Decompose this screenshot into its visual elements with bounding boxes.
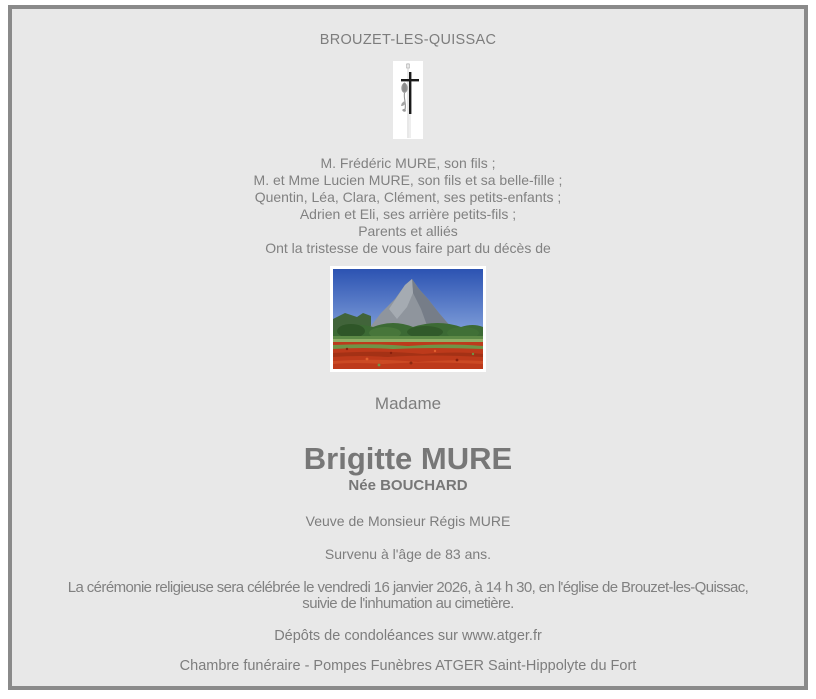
- family-announcement: [12, 155, 804, 257]
- family-line: Ont la tristesse de vous faire part du décès de: [265, 240, 551, 256]
- funeral-home-line: Chambre funéraire - Pompes Funèbres ATGER Saint-Hippolyte du Fort: [179, 658, 637, 674]
- family-line: Parents et alliés: [358, 223, 458, 239]
- ceremony-line: La cérémonie religieuse sera célébrée le vendredi 16 janvier 2026, à 14 h 30, en l'église de Brouzet-les-Quissac,: [67, 579, 749, 596]
- age-line: Survenu à l'âge de 83 ans.: [324, 546, 492, 562]
- condolences-line: Dépôts de condoléances sur www.atger.fr: [274, 628, 542, 644]
- ceremony-details: [12, 580, 804, 612]
- ceremony-line: suivie de l'inhumation au cimetière.: [302, 595, 514, 612]
- landscape-photo: [330, 266, 486, 372]
- obituary-notice: [8, 5, 808, 690]
- family-line: Adrien et Eli, ses arrière petits-fils ;: [299, 206, 517, 222]
- honorific: Madame: [374, 394, 442, 413]
- memorial-cross-icon: [393, 61, 423, 139]
- town-title: BROUZET-LES-QUISSAC: [319, 32, 497, 48]
- maiden-name: Née BOUCHARD: [348, 477, 468, 494]
- family-line: M. et Mme Lucien MURE, son fils et sa belle-fille ;: [253, 172, 563, 188]
- widow-line: Veuve de Monsieur Régis MURE: [305, 513, 511, 529]
- family-line: Quentin, Léa, Clara, Clément, ses petits-enfants ;: [254, 189, 562, 205]
- family-line: M. Frédéric MURE, son fils ;: [320, 155, 496, 171]
- deceased-name: Brigitte MURE: [303, 441, 513, 476]
